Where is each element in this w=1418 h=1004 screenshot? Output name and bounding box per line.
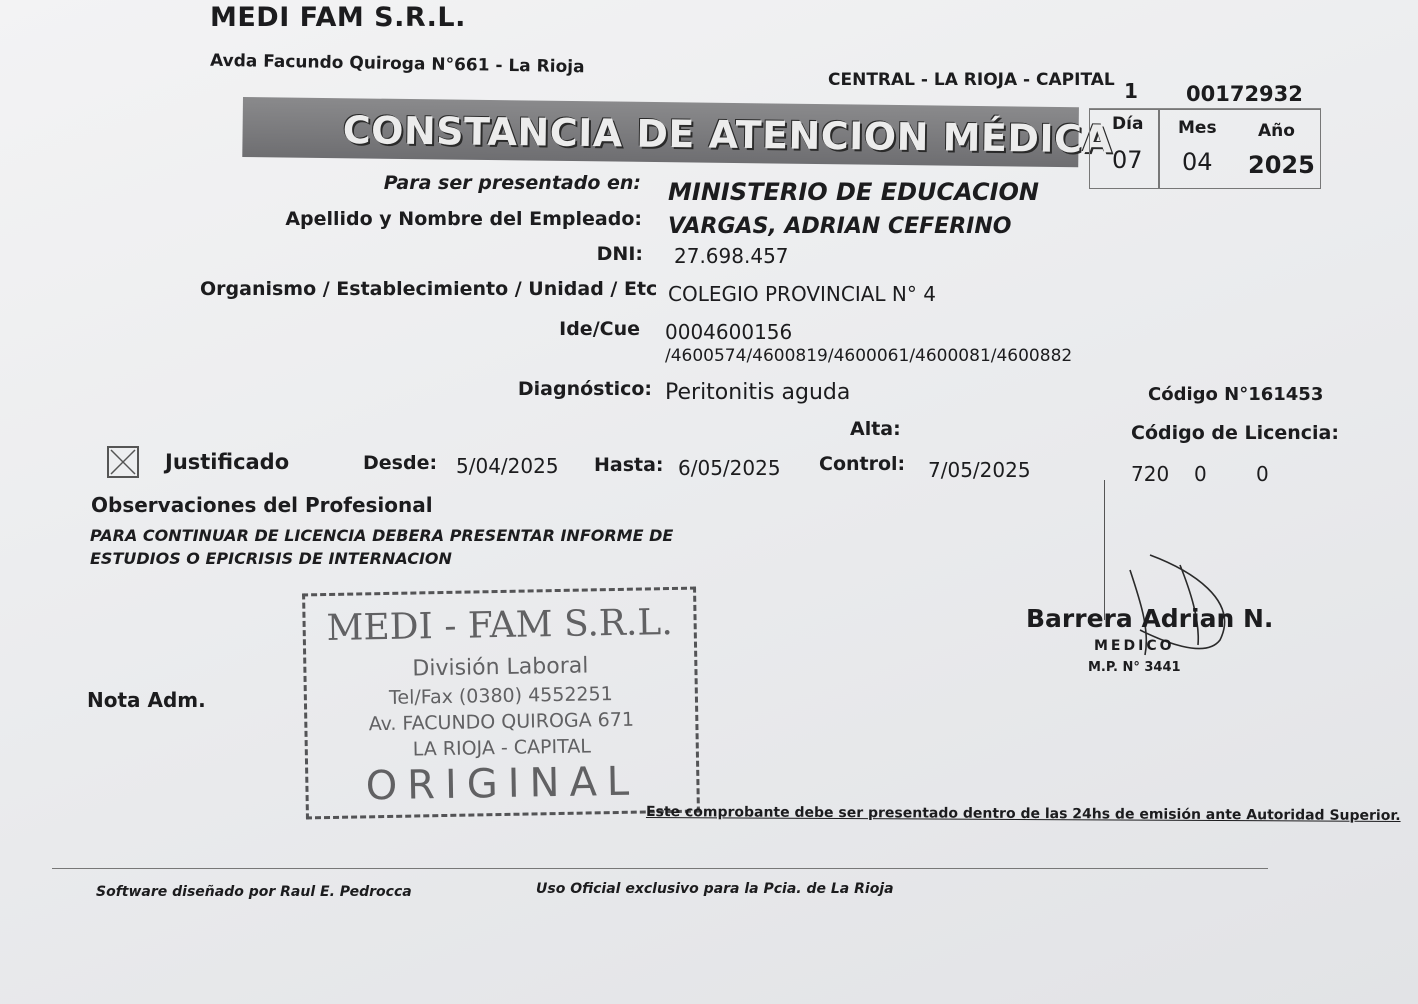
doctor-name: Barrera Adrian N. [1026,604,1274,633]
stamp-line-6: ORIGINAL [365,758,640,810]
branch-label: CENTRAL - LA RIOJA - CAPITAL [828,70,1115,90]
justified-label: Justificado [165,450,290,474]
to-value: 6/05/2025 [678,456,781,480]
idecue-list: /4600574/4600819/4600061/4600081/4600882 [665,346,1073,366]
observations-label: Observaciones del Profesional [91,493,433,517]
control-label: Control: [819,453,906,475]
license-code-1: 720 [1131,462,1170,486]
company-name: MEDI FAM S.R.L. [210,2,466,33]
check-mark-icon [109,448,137,476]
software-credit: Software diseñado por Raul E. Pedrocca [96,884,412,900]
idecue-value: 0004600156 [665,320,793,344]
year-value: 2025 [1248,151,1315,179]
dni-label: DNI: [596,243,643,265]
org-label: Organismo / Establecimiento / Unidad / Etc [200,278,658,300]
month-value: 04 [1182,148,1213,176]
org-value: COLEGIO PROVINCIAL N° 4 [668,282,936,306]
from-label: Desde: [363,452,438,474]
doctor-title: MEDICO [1094,638,1175,654]
nota-adm-label: Nota Adm. [87,688,206,712]
document-title: CONSTANCIA DE ATENCION MÉDICA [342,108,1113,162]
observations-line-2: ESTUDIOS O EPICRISIS DE INTERNACION [90,549,452,568]
footer-rule [52,868,1268,869]
diagnosis-code: Código N°161453 [1148,384,1324,405]
stamp-line-2: División Laboral [412,653,589,682]
idecue-label: Ide/Cue [559,318,640,340]
employee-value: VARGAS, ADRIAN CEFERINO [668,214,1012,239]
stamp-line-4: Av. FACUNDO QUIROGA 671 [368,708,635,736]
presented-value: MINISTERIO DE EDUCACION [668,178,1040,206]
submission-notice: Este comprobante debe ser presentado dentro de las 24hs de emisión ante Autoridad Superior. [645,804,1401,824]
doctor-license: M.P. N° 3441 [1088,660,1181,675]
copy-number: 1 [1124,79,1138,103]
usage-notice: Uso Oficial exclusivo para la Pcia. de La Rioja [536,881,894,897]
document-number: 00172932 [1186,82,1303,106]
to-label: Hasta: [594,454,664,476]
date-box [1089,108,1321,189]
month-year-cell [1159,109,1321,189]
year-label: Año [1258,121,1295,141]
observations-line-1: PARA CONTINUAR DE LICENCIA DEBERA PRESENTAR INFORME DE [90,526,674,545]
stamp-line-5: LA RIOJA - CAPITAL [412,735,591,761]
company-stamp [302,587,700,820]
day-label: Día [1112,114,1144,134]
day-cell [1089,109,1159,189]
company-address: Avda Facundo Quiroga N°661 - La Rioja [209,50,585,78]
day-value: 07 [1112,146,1143,174]
license-code-2: 0 [1194,462,1207,486]
stamp-line-3: Tel/Fax (0380) 4552251 [388,683,613,709]
dni-value: 27.698.457 [674,244,789,268]
from-value: 5/04/2025 [456,454,559,478]
license-code-3: 0 [1256,462,1269,486]
month-label: Mes [1178,118,1217,138]
diagnosis-label: Diagnóstico: [517,378,652,400]
employee-label: Apellido y Nombre del Empleado: [285,208,642,230]
license-code-label: Código de Licencia: [1131,422,1339,444]
presented-label: Para ser presentado en: [383,172,641,194]
diagnosis-value: Peritonitis aguda [665,380,851,405]
alta-label: Alta: [850,418,901,440]
control-value: 7/05/2025 [928,458,1031,482]
stamp-line-1: MEDI - FAM S.R.L. [326,601,674,650]
justified-checkbox [107,446,139,478]
